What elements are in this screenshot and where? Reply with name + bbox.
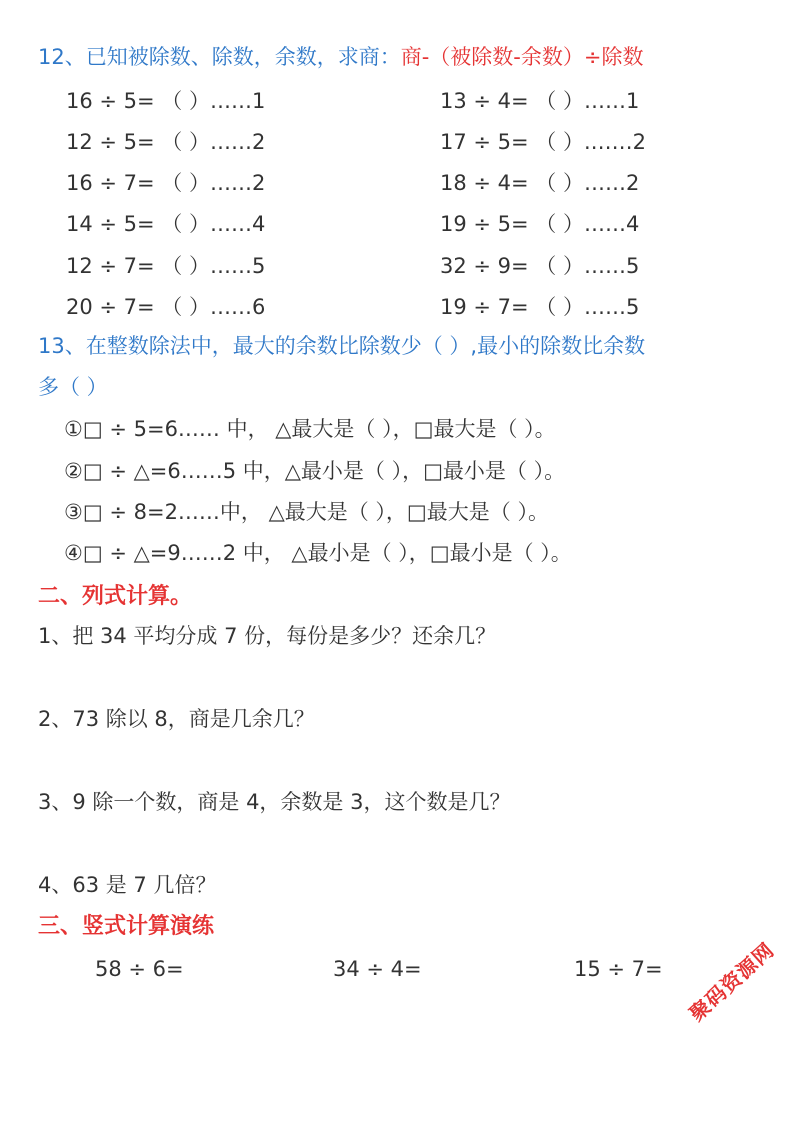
q12-row-right: 17 ÷ 5= （ ）.……2 (440, 130, 647, 154)
section3-title: 三、竖式计算演练 (38, 914, 215, 939)
q12-row-right: 13 ÷ 4= （ ）……1 (440, 89, 640, 113)
q12-text: 已知被除数、除数，余数，求商： (85, 45, 401, 69)
q12-row-right: 19 ÷ 5= （ ）……4 (440, 212, 640, 236)
q12-row-right: 32 ÷ 9= （ ）……5 (440, 254, 640, 278)
section3-problem: 15 ÷ 7= (574, 957, 663, 981)
section3-problem: 34 ÷ 4= (333, 957, 422, 981)
q13-item: ④□ ÷ △=9……2 中， △最小是（ ），□最小是（ ）。 (64, 541, 572, 565)
q13-item: ①□ ÷ 5=6…… 中， △最大是（ ），□最大是（ ）。 (64, 417, 556, 441)
q12-label: 12、 (38, 45, 86, 69)
section3-problem: 58 ÷ 6= (95, 957, 184, 981)
q12-row-right: 19 ÷ 7= （ ）……5 (440, 295, 640, 319)
q13-item: ③□ ÷ 8=2……中， △最大是（ ），□最大是（ ）。 (64, 500, 549, 524)
q12-row-left: 12 ÷ 7= （ ）……5 (66, 254, 266, 278)
q12-row-left: 14 ÷ 5= （ ）……4 (66, 212, 266, 236)
q12-row-left: 12 ÷ 5= （ ）……2 (66, 130, 266, 154)
section2-question: 1、把 34 平均分成 7 份，每份是多少？还余几？ (38, 624, 497, 648)
q12-formula: 商-（被除数-余数）÷除数 (400, 45, 644, 69)
q12-row-right: 18 ÷ 4= （ ）……2 (440, 171, 640, 195)
q13-text-line2: 多（ ） (38, 375, 108, 399)
q12-row-left: 16 ÷ 7= （ ）……2 (66, 171, 266, 195)
q12-row-left: 20 ÷ 7= （ ）……6 (66, 295, 266, 319)
q12-row-left: 16 ÷ 5= （ ）……1 (66, 89, 266, 113)
section2-title: 二、列式计算。 (38, 584, 193, 609)
section2-question: 2、73 除以 8，商是几余几？ (38, 707, 315, 731)
section2-question: 4、63 是 7 几倍？ (38, 873, 217, 897)
q13-item: ②□ ÷ △=6……5 中，△最小是（ ），□最小是（ ）。 (64, 459, 566, 483)
watermark-logo: 聚码资源网 (684, 937, 779, 1026)
q12-title (38, 42, 644, 72)
q13-text-line1: 13、在整数除法中，最大的余数比除数少（ ）,最小的除数比余数 (38, 334, 646, 358)
section2-question: 3、9 除一个数，商是 4，余数是 3，这个数是几？ (38, 790, 511, 814)
